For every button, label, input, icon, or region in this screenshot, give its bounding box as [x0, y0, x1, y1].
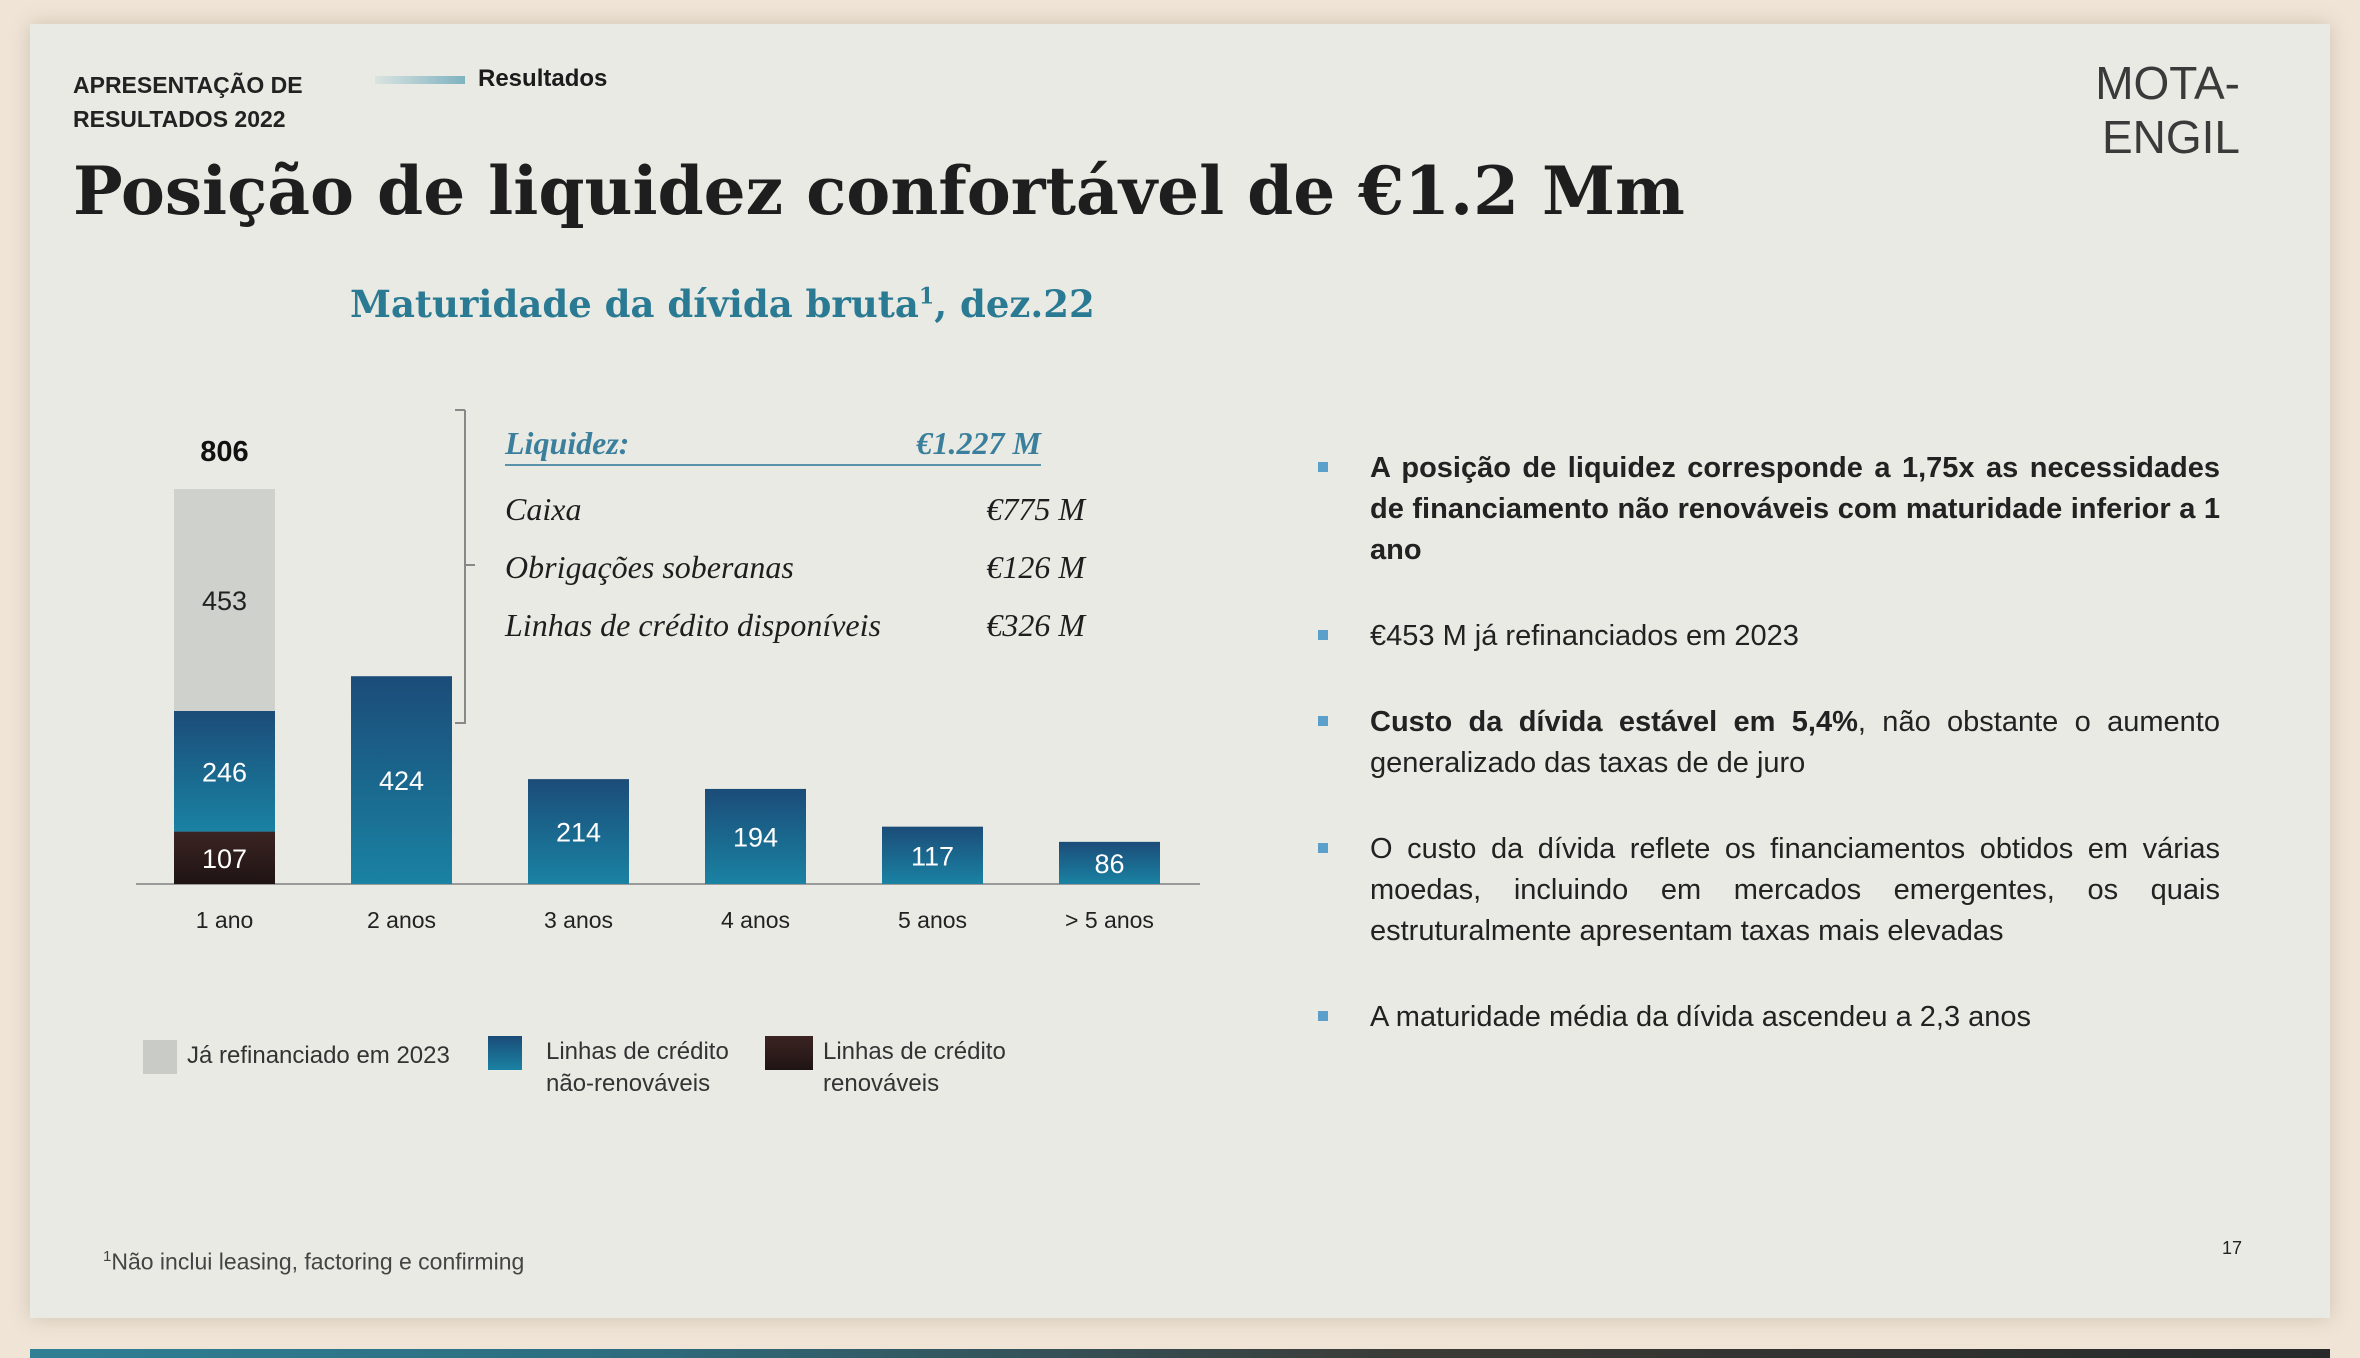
liquidity-row-value: €126 M — [986, 549, 1085, 585]
legend-item-renewable — [765, 1036, 1015, 1100]
chart-title-main: Maturidade da dívida bruta — [350, 282, 919, 326]
liquidity-header — [505, 422, 1041, 466]
x-tick-label: 4 anos — [720, 907, 791, 933]
bullet-text: A posição de liquidez corresponde a 1,75x as necessidades de financiamento não renováveis com maturidade inferior a 1 ano — [1370, 452, 2220, 566]
legend-swatch — [488, 1036, 522, 1070]
footnote — [103, 1248, 524, 1276]
bar-value-label: 453 — [201, 586, 248, 617]
legend-label: Linhas de crédito não-renováveis — [546, 1038, 729, 1097]
bar-total-label: 806 — [200, 436, 249, 468]
bar-value-label: 117 — [910, 841, 955, 872]
bar-value-label: 107 — [201, 843, 248, 874]
bar-value-label: 194 — [732, 822, 779, 853]
bullet-item — [1316, 997, 2220, 1038]
chart-legend — [143, 1032, 1043, 1112]
page-number: 17 — [2222, 1238, 2243, 1258]
company-logo: MOTA-ENGIL — [2095, 57, 2240, 163]
legend-item-refinanced — [143, 1040, 450, 1074]
liquidity-header-value: €1.227 M — [916, 425, 1041, 461]
key-points-list — [1316, 448, 2220, 1083]
liquidity-row-value: €326 M — [986, 607, 1085, 643]
liquidity-row — [505, 480, 1085, 538]
x-tick-label: > 5 anos — [1065, 907, 1154, 933]
x-tick-label: 3 anos — [543, 907, 614, 933]
bullet-text: , não obstante o aumento generalizado das taxas de de juro — [1370, 706, 2220, 779]
bullet-item — [1316, 616, 2220, 657]
legend-item-non-renewable — [488, 1036, 738, 1100]
bullet-text: O custo da dívida reflete os financiamentos obtidos em várias moedas, incluindo em mercados emergentes, os quais estruturalmente apresentam taxas mais elevadas — [1370, 833, 2220, 947]
bullet-item — [1316, 448, 2220, 571]
bullet-item — [1316, 829, 2220, 952]
liquidity-row-value: €775 M — [986, 491, 1085, 527]
chart-title-tail: , dez.22 — [934, 282, 1095, 326]
bar-value-label: 214 — [555, 817, 602, 848]
presentation-label: APRESENTAÇÃO DE RESULTADOS 2022 — [73, 72, 303, 132]
legend-label: Já refinanciado em 2023 — [187, 1042, 450, 1069]
liquidity-row-label: Linhas de crédito disponíveis — [505, 607, 881, 643]
liquidity-box — [505, 422, 1085, 654]
x-tick-label: 2 anos — [366, 907, 437, 933]
legend-swatch — [765, 1036, 813, 1070]
bar-value-label: 246 — [201, 757, 248, 788]
bullet-text-bold: Custo da dívida estável em 5,4% — [1370, 706, 1858, 738]
bar-value-label: 424 — [378, 766, 425, 797]
legend-swatch — [143, 1040, 177, 1074]
bullet-text: A maturidade média da dívida ascendeu a 2,3 anos — [1370, 1001, 2032, 1033]
liquidity-row — [505, 596, 1085, 654]
footnote-text: Não inclui leasing, factoring e confirming — [111, 1248, 525, 1275]
x-tick-label: 1 ano — [195, 907, 254, 933]
liquidity-row-label: Obrigações soberanas — [505, 549, 794, 585]
bullet-item — [1316, 702, 2220, 784]
section-label: Resultados — [478, 65, 608, 92]
bullet-text: €453 M já refinanciados em 2023 — [1370, 620, 1799, 652]
bar-value-label: 86 — [1094, 848, 1125, 879]
legend-label: Linhas de crédito renováveis — [823, 1038, 1006, 1097]
page-title: Posição de liquidez confortável de €1.2 Mm — [73, 152, 1685, 230]
liquidity-bracket — [437, 393, 477, 733]
liquidity-row — [505, 538, 1085, 596]
liquidity-row-label: Caixa — [505, 491, 582, 527]
liquidity-header-label: Liquidez: — [505, 425, 630, 461]
chart-title-footnote-marker: 1 — [918, 283, 935, 310]
footnote-marker: 1 — [103, 1248, 112, 1265]
x-tick-label: 5 anos — [897, 907, 968, 933]
